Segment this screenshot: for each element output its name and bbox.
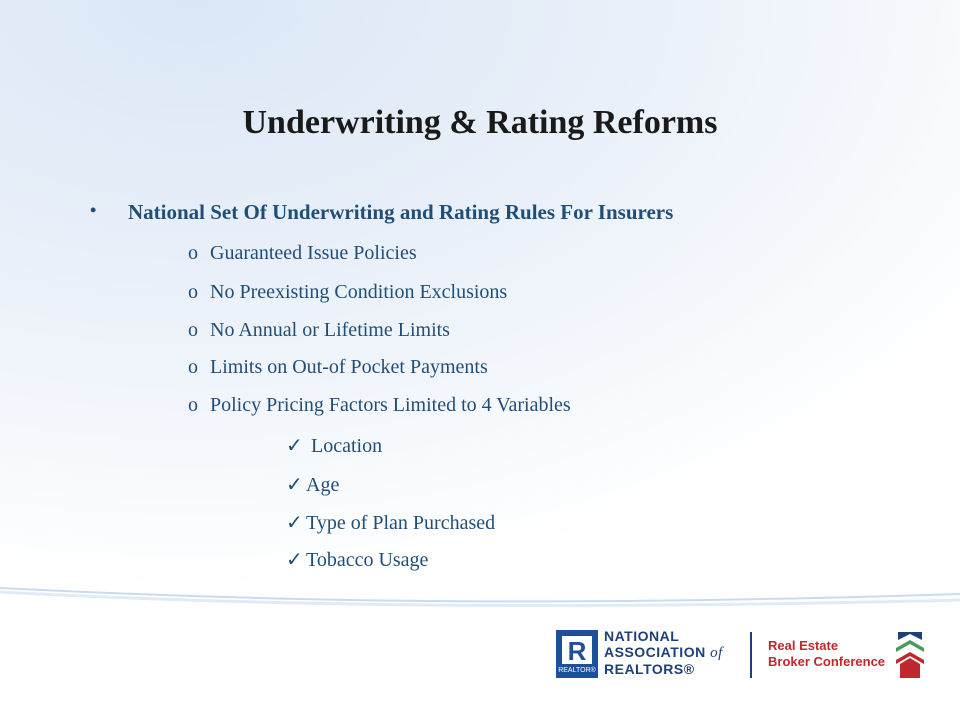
check-icon: ✓ xyxy=(286,435,303,457)
sub-item-text: No Annual or Lifetime Limits xyxy=(210,319,450,341)
sub-item-marker: o xyxy=(188,281,198,303)
sub-item-annual-limits xyxy=(188,319,450,342)
sub-item-text: Guaranteed Issue Policies xyxy=(210,242,417,264)
sub-item-marker: o xyxy=(188,319,198,341)
check-item-text: Tobacco Usage xyxy=(306,549,429,571)
nar-wordmark: NATIONAL ASSOCIATION of REALTORS® xyxy=(604,628,723,677)
logo-divider xyxy=(750,632,752,678)
check-item-location xyxy=(286,433,382,458)
check-item-text: Location xyxy=(306,435,383,457)
realtor-logo-icon: R REALTOR® xyxy=(556,630,598,678)
sub-item-marker: o xyxy=(188,356,198,378)
sub-item-preexisting xyxy=(188,281,507,304)
sub-item-pricing-factors xyxy=(188,394,571,417)
check-item-age xyxy=(286,472,339,497)
footer-logos xyxy=(550,622,930,688)
sub-item-text: Limits on Out-of Pocket Payments xyxy=(210,356,488,378)
house-icon xyxy=(896,630,924,680)
check-icon: ✓ xyxy=(286,549,303,571)
check-icon: ✓ xyxy=(286,474,303,496)
check-icon: ✓ xyxy=(286,512,303,534)
main-bullet-text: National Set Of Underwriting and Rating Rules For Insurers xyxy=(128,200,674,224)
bullet-marker: • xyxy=(90,200,97,220)
sub-item-marker: o xyxy=(188,242,198,264)
conference-wordmark: Real Estate Broker Conference xyxy=(768,638,886,669)
check-item-plan-type xyxy=(286,510,495,535)
sub-item-guaranteed-issue xyxy=(188,242,417,265)
sub-item-marker: o xyxy=(188,394,198,416)
check-item-text: Type of Plan Purchased xyxy=(306,512,496,534)
slide-title: Underwriting & Rating Reforms xyxy=(242,104,718,141)
sub-item-text: Policy Pricing Factors Limited to 4 Variables xyxy=(210,394,571,416)
sub-item-text: No Preexisting Condition Exclusions xyxy=(210,281,508,303)
sub-item-out-of-pocket xyxy=(188,356,488,379)
check-item-text: Age xyxy=(306,474,340,496)
check-item-tobacco xyxy=(286,547,428,572)
